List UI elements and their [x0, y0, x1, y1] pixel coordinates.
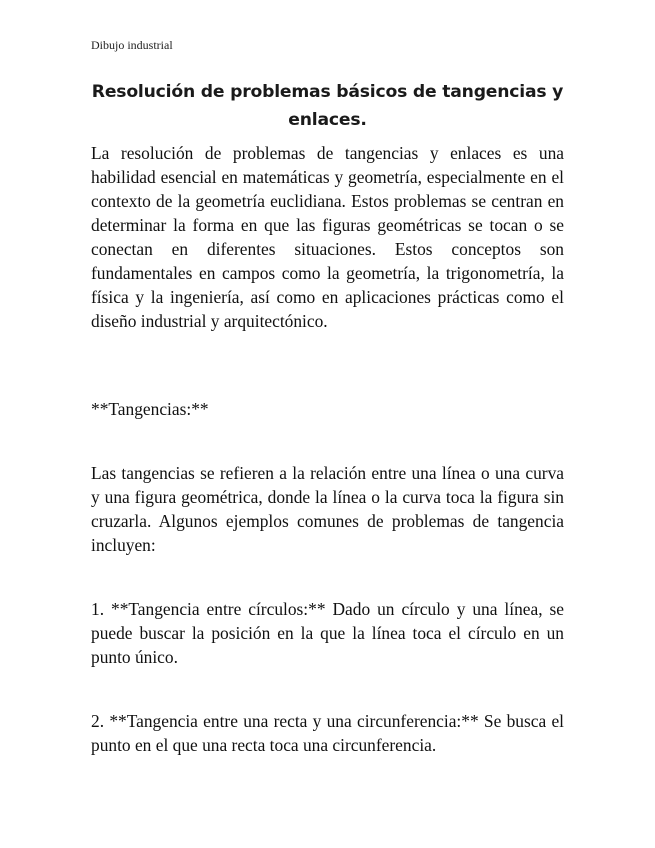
paragraph-tangencias-definition: Las tangencias se refieren a la relación entre una línea o una curva y una figura geométrica, donde la línea o la curva toca la figura sin cruzarla. Algunos ejemplos comunes de problemas de tangencia incluyen: [91, 463, 564, 555]
paragraph-intro: La resolución de problemas de tangencias y enlaces es una habilidad esencial en matemáticas y geometría, especialmente en el contexto de la geometría euclidiana. Estos problemas se centran en determinar la forma en que las figuras geométricas se tocan o se conectan en diferentes situaciones. Estos conceptos son fundamentales en campos como la geometría, la trigonometría, la física y la ingeniería, así como en aplicaciones prácticas como el diseño industrial y arquitectónico. [91, 143, 564, 331]
page-title: Resolución de problemas básicos de tangencias y enlaces. [91, 82, 564, 130]
list-item-1: 1. **Tangencia entre círculos:** Dado un círculo y una línea, se puede buscar la posición en la que la línea toca el círculo en un punto único. [91, 599, 564, 667]
running-header: Dibujo industrial [91, 38, 173, 52]
list-item-2: 2. **Tangencia entre una recta y una circunferencia:** Se busca el punto en el que una recta toca una circunferencia. [91, 711, 564, 755]
section-heading-tangencias: **Tangencias:** [91, 399, 209, 419]
